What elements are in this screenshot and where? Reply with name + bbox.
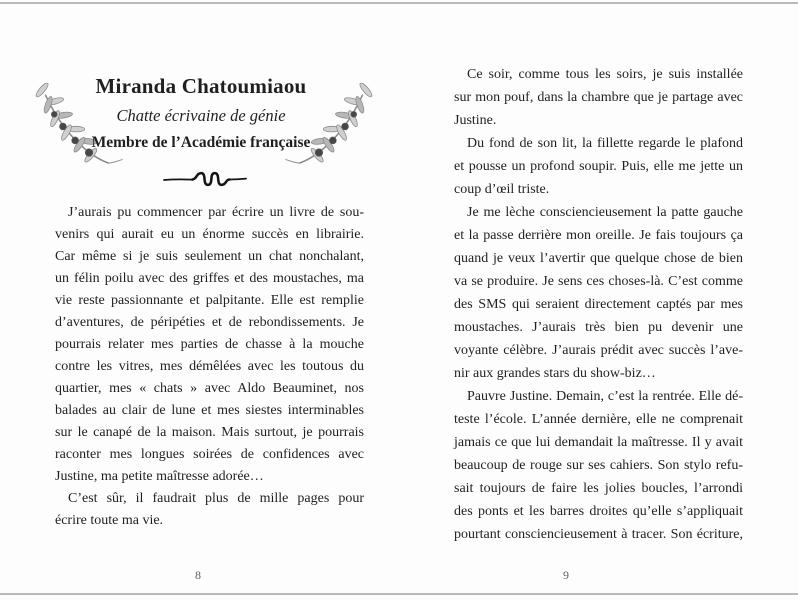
- text-line: balades au clair de lune et mes siestes interminables: [55, 403, 364, 418]
- chapter-author-title: Miranda Chatoumiaou: [95, 74, 307, 98]
- text-line: beaucoup de rouge sur ses cahiers. Son stylo refu-: [454, 458, 743, 473]
- text-line: contre les vitres, mes démêlées avec les toutous du: [55, 359, 364, 374]
- window-top-border: [0, 2, 798, 4]
- text-line: des SMS qui seraient directement captés par mes: [454, 297, 743, 312]
- page-number-right: 9: [563, 568, 569, 582]
- text-line: Justine, ma petite maîtresse adorée…: [55, 469, 264, 484]
- text-line: Du fond de son lit, la fillette regarde le plafond: [467, 136, 743, 151]
- text-line: nir aux grandes stars du show-biz…: [454, 366, 656, 381]
- text-line: J’aurais pu commencer par écrire un livre de sou-: [68, 205, 364, 220]
- text-line: des ponts et les barres droites qu’elle s’appliquait: [454, 504, 743, 519]
- text-line: un félin poilu avec des griffes et des moustaches, ma: [55, 271, 364, 286]
- chapter-author-affiliation: Membre de l’Académie française: [91, 134, 311, 151]
- text-line: vie reste passionnante et palpitante. Elle est remplie: [55, 293, 364, 308]
- text-line: quand je veux l’avertir que quelque chose de bien: [454, 251, 743, 266]
- paragraph: [454, 201, 743, 385]
- text-line: Justine.: [454, 113, 497, 128]
- text-line: Pauvre Justine. Demain, c’est la rentrée. Elle dé-: [467, 389, 743, 404]
- text-line: d’aventures, de péripéties et de rebondissements. Je: [55, 315, 364, 330]
- chapter-header: [90, 74, 312, 152]
- page-left-text: [55, 202, 364, 532]
- text-line: et pousse un profond soupir. Puis, elle me jette un: [454, 159, 743, 174]
- page-right-text: [454, 63, 743, 546]
- text-line: venirs qui aurait eu un énorme succès en librairie.: [55, 227, 364, 242]
- text-line: sait toujours de faire les jolies boucles, l’arrondi: [454, 481, 743, 496]
- olive-branch-right-icon: [284, 83, 380, 170]
- text-line: et la passe derrière mon oreille. Je fais toujours ça: [454, 228, 743, 243]
- page-number-left: 8: [195, 568, 201, 582]
- text-line: pourtant consciencieusement à tracer. Son écriture,: [454, 527, 743, 542]
- chapter-author-subtitle: Chatte écrivaine de génie: [116, 106, 286, 125]
- text-line: Je me lèche consciencieusement la patte gauche: [467, 205, 743, 220]
- paragraph: [55, 202, 364, 488]
- text-line: Ce soir, comme tous les soirs, je suis installée: [467, 67, 743, 82]
- paragraph: [454, 132, 743, 201]
- text-line: teste l’école. L’année dernière, elle ne comprenait: [454, 412, 743, 427]
- window-bottom-border: [0, 593, 798, 595]
- text-line: coup d’œil triste.: [454, 182, 550, 197]
- text-line: raconter mes longues soirées de confidences avec: [55, 447, 364, 462]
- text-line: jamais ce que lui demandait la maîtresse. Il y avait: [454, 435, 743, 450]
- paragraph: [454, 63, 743, 132]
- text-line: Car même si je suis seulement un chat nonchalant,: [55, 249, 364, 264]
- paragraph: [55, 488, 364, 532]
- text-line: moustaches. J’aurais très bien pu devenir une: [454, 320, 743, 335]
- knot-flourish-divider-icon: [162, 169, 248, 189]
- text-line: quartier, mes « chats » avec Aldo Beauminet, nos: [55, 381, 364, 396]
- text-line: écrire toute ma vie.: [55, 513, 164, 528]
- paragraph: [454, 385, 743, 546]
- text-line: voyante célèbre. J’aurais prédit avec succès l’ave-: [454, 343, 743, 358]
- text-line: sur mon pouf, dans la chambre que je partage avec: [454, 90, 743, 105]
- text-line: C’est sûr, il faudrait plus de mille pages pour: [68, 491, 364, 506]
- text-line: pourrais relater mes parties de chasse à la mouche: [55, 337, 364, 352]
- text-line: va se produire. Je sens ces choses-là. C’est comme: [454, 274, 743, 289]
- text-line: sur le canapé de la maison. Mais surtout, je pourrais: [55, 425, 364, 440]
